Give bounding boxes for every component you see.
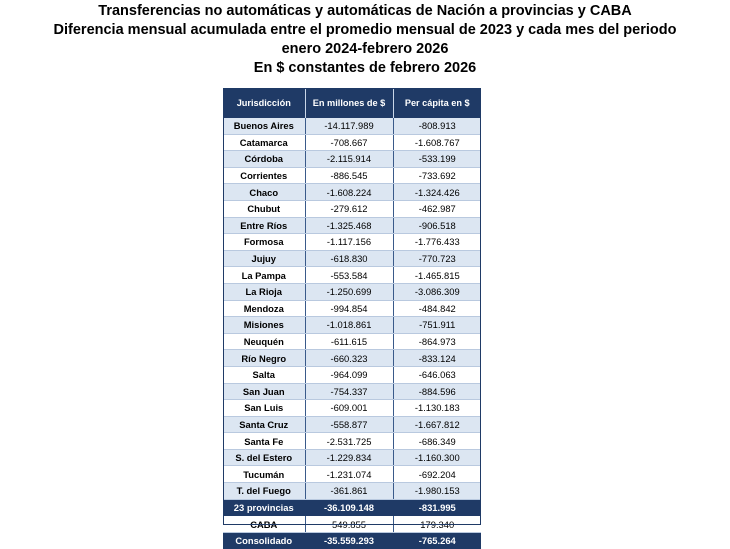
cell-per-capita: -484.842: [393, 300, 481, 317]
table-row: [223, 483, 481, 500]
cell-per-capita: -906.518: [393, 217, 481, 234]
table-row: [223, 466, 481, 483]
cell-per-capita: -1.776.433: [393, 234, 481, 251]
title-line-3: enero 2024-febrero 2026: [281, 41, 449, 57]
cell-per-capita: -1.608.767: [393, 134, 481, 151]
cell-millones: -361.861: [305, 483, 393, 500]
cell-jurisdiccion: San Luis: [223, 400, 305, 417]
cell-per-capita: -462.987: [393, 200, 481, 217]
cell-millones: -754.337: [305, 383, 393, 400]
cell-jurisdiccion: La Pampa: [223, 267, 305, 284]
cell-millones: -886.545: [305, 167, 393, 184]
cell-millones: -14.117.989: [305, 118, 393, 134]
cell-per-capita: -646.063: [393, 366, 481, 383]
cell-millones: -618.830: [305, 250, 393, 267]
cell-jurisdiccion: Jujuy: [223, 250, 305, 267]
title-line-4: En $ constantes de febrero 2026: [253, 60, 477, 76]
cell-per-capita: -751.911: [393, 317, 481, 334]
cell-per-capita: -692.204: [393, 466, 481, 483]
table-row: [223, 317, 481, 334]
cell-millones: -1.018.861: [305, 317, 393, 334]
table-row: [223, 499, 481, 516]
cell-millones: -36.109.148: [305, 499, 393, 516]
cell-millones: -660.323: [305, 350, 393, 367]
cell-millones: -2.531.725: [305, 433, 393, 450]
table-row: [223, 234, 481, 251]
table-row: [223, 283, 481, 300]
cell-jurisdiccion: Chubut: [223, 200, 305, 217]
cell-millones: -964.099: [305, 366, 393, 383]
cell-per-capita: 179.340: [393, 516, 481, 533]
table-row: [223, 449, 481, 466]
cell-jurisdiccion: Formosa: [223, 234, 305, 251]
table-row: [223, 267, 481, 284]
table-row: [223, 333, 481, 350]
cell-jurisdiccion: Neuquén: [223, 333, 305, 350]
cell-millones: -708.667: [305, 134, 393, 151]
cell-per-capita: -884.596: [393, 383, 481, 400]
transfers-table: [223, 88, 481, 549]
cell-jurisdiccion: S. del Estero: [223, 449, 305, 466]
table-row: [223, 300, 481, 317]
table-row: [223, 416, 481, 433]
header-millones: En millones de $: [305, 88, 393, 118]
cell-jurisdiccion: Consolidado: [223, 532, 305, 549]
table-row: [223, 250, 481, 267]
cell-jurisdiccion: Córdoba: [223, 151, 305, 168]
table-row: [223, 400, 481, 417]
cell-jurisdiccion: CABA: [223, 516, 305, 533]
cell-per-capita: -733.692: [393, 167, 481, 184]
cell-millones: -35.559.293: [305, 532, 393, 549]
cell-jurisdiccion: Catamarca: [223, 134, 305, 151]
cell-jurisdiccion: Mendoza: [223, 300, 305, 317]
cell-per-capita: -808.913: [393, 118, 481, 134]
cell-millones: -611.615: [305, 333, 393, 350]
cell-millones: -1.229.834: [305, 449, 393, 466]
table-row: [223, 184, 481, 201]
cell-millones: -279.612: [305, 200, 393, 217]
table-row: [223, 433, 481, 450]
cell-jurisdiccion: 23 provincias: [223, 499, 305, 516]
header-jurisdiccion: Jurisdicción: [223, 88, 305, 118]
table-row: [223, 118, 481, 134]
table-row: [223, 167, 481, 184]
cell-jurisdiccion: T. del Fuego: [223, 483, 305, 500]
cell-millones: -1.608.224: [305, 184, 393, 201]
cell-per-capita: -1.130.183: [393, 400, 481, 417]
cell-jurisdiccion: La Rioja: [223, 283, 305, 300]
cell-jurisdiccion: Santa Fe: [223, 433, 305, 450]
cell-jurisdiccion: Santa Cruz: [223, 416, 305, 433]
table-row: [223, 516, 481, 533]
cell-millones: -553.584: [305, 267, 393, 284]
cell-per-capita: -1.324.426: [393, 184, 481, 201]
title-line-2: Diferencia mensual acumulada entre el promedio mensual de 2023 y cada mes del periodo: [53, 22, 677, 38]
cell-millones: -1.250.699: [305, 283, 393, 300]
table-header-row: [223, 88, 481, 118]
cell-jurisdiccion: San Juan: [223, 383, 305, 400]
title-line-1: Transferencias no automáticas y automáticas de Nación a provincias y CABA: [98, 3, 632, 19]
cell-per-capita: -3.086.309: [393, 283, 481, 300]
cell-per-capita: -1.980.153: [393, 483, 481, 500]
table-row: [223, 200, 481, 217]
table-row: [223, 350, 481, 367]
page-title: [0, 2, 730, 78]
cell-millones: -994.854: [305, 300, 393, 317]
cell-millones: -558.877: [305, 416, 393, 433]
cell-per-capita: -533.199: [393, 151, 481, 168]
cell-jurisdiccion: Río Negro: [223, 350, 305, 367]
cell-jurisdiccion: Tucumán: [223, 466, 305, 483]
cell-per-capita: -833.124: [393, 350, 481, 367]
cell-jurisdiccion: Salta: [223, 366, 305, 383]
header-per-capita: Per cápita en $: [393, 88, 481, 118]
cell-millones: -1.325.468: [305, 217, 393, 234]
cell-per-capita: -1.160.300: [393, 449, 481, 466]
cell-per-capita: -1.667.812: [393, 416, 481, 433]
cell-jurisdiccion: Corrientes: [223, 167, 305, 184]
cell-jurisdiccion: Buenos Aires: [223, 118, 305, 134]
cell-millones: -1.231.074: [305, 466, 393, 483]
cell-per-capita: -864.973: [393, 333, 481, 350]
cell-per-capita: -765.264: [393, 532, 481, 549]
cell-millones: -609.001: [305, 400, 393, 417]
cell-jurisdiccion: Misiones: [223, 317, 305, 334]
table-row: [223, 366, 481, 383]
cell-per-capita: -686.349: [393, 433, 481, 450]
cell-millones: -2.115.914: [305, 151, 393, 168]
table-row: [223, 383, 481, 400]
cell-millones: -1.117.156: [305, 234, 393, 251]
table-row: [223, 151, 481, 168]
cell-jurisdiccion: Entre Ríos: [223, 217, 305, 234]
cell-per-capita: -770.723: [393, 250, 481, 267]
cell-millones: 549.855: [305, 516, 393, 533]
table-row: [223, 134, 481, 151]
cell-per-capita: -1.465.815: [393, 267, 481, 284]
cell-jurisdiccion: Chaco: [223, 184, 305, 201]
table-row: [223, 532, 481, 549]
cell-per-capita: -831.995: [393, 499, 481, 516]
table-row: [223, 217, 481, 234]
